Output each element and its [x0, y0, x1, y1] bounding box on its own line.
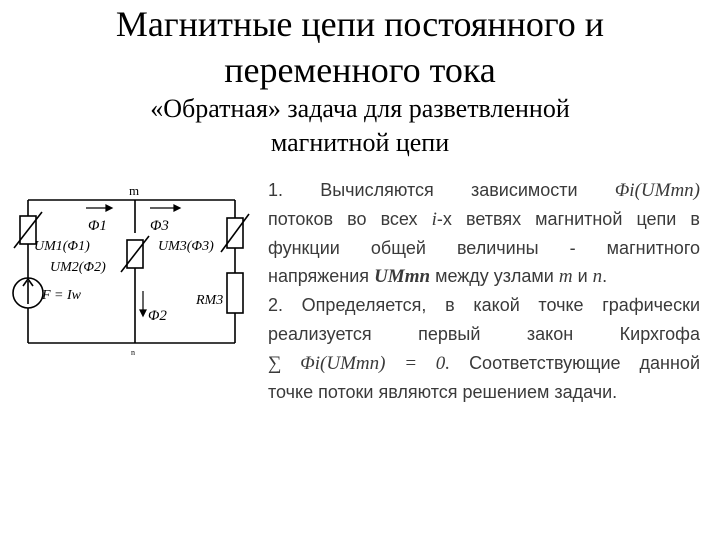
text-line-3: функции общей величины - магнитного — [268, 237, 700, 258]
subtitle-line-2: магнитной цепи — [270, 128, 450, 157]
slide-body-text — [268, 176, 700, 406]
subtitle-line-1: «Обратная» задача для разветвленной — [150, 94, 570, 123]
um1-label: UM1(Φ1) — [34, 239, 90, 254]
title-line-1: Магнитные цепи постоянного и — [115, 4, 605, 44]
flux-3-label: Φ3 — [150, 218, 169, 234]
magnetic-circuit-diagram — [0, 178, 260, 378]
text-line-5: 2. Определяется, в какой точке графически — [268, 295, 700, 316]
rm3-label: RM3 — [196, 293, 224, 308]
flux-arrow-1 — [86, 205, 112, 211]
text-line-2: потоков во всех i-х ветвях магнитной цепи в — [268, 208, 700, 230]
um2-label: UM2(Φ2) — [50, 260, 106, 275]
text-line-1: 1. Вычисляются зависимости Φi(UMmn) — [268, 180, 700, 201]
node-n-label: n — [131, 348, 135, 357]
linear-reluctance-rm3 — [227, 273, 243, 313]
formula-phi-i: Φi(UMmn) — [614, 180, 700, 201]
flux-arrow-2 — [140, 291, 146, 316]
text-line-6: реализуется первый закон Кирхгофа — [268, 323, 700, 344]
formula-kirchhoff: ∑ Φi(UMmn) = 0. — [268, 352, 451, 374]
nonlinear-reluctance-3 — [221, 214, 249, 252]
node-m-label: m — [129, 183, 140, 198]
text-line-4: напряжения UMmn между узлами m и n. — [268, 266, 608, 288]
flux-2-label: Φ2 — [148, 308, 167, 324]
text-line-8: точке потоки являются решением задачи. — [268, 381, 618, 402]
formula-u-mmn: UMmn — [374, 266, 431, 288]
mmf-source — [13, 278, 43, 308]
title-line-2: переменного тока — [224, 50, 496, 90]
nonlinear-reluctance-2 — [121, 236, 149, 272]
flux-1-label: Φ1 — [88, 218, 107, 234]
text-line-7: ∑ Φi(UMmn) = 0. Соответствующие данной — [268, 352, 700, 374]
um3-label: UM3(Φ3) — [158, 239, 214, 254]
source-label: F = Iw — [42, 288, 81, 303]
flux-arrow-3 — [150, 205, 180, 211]
